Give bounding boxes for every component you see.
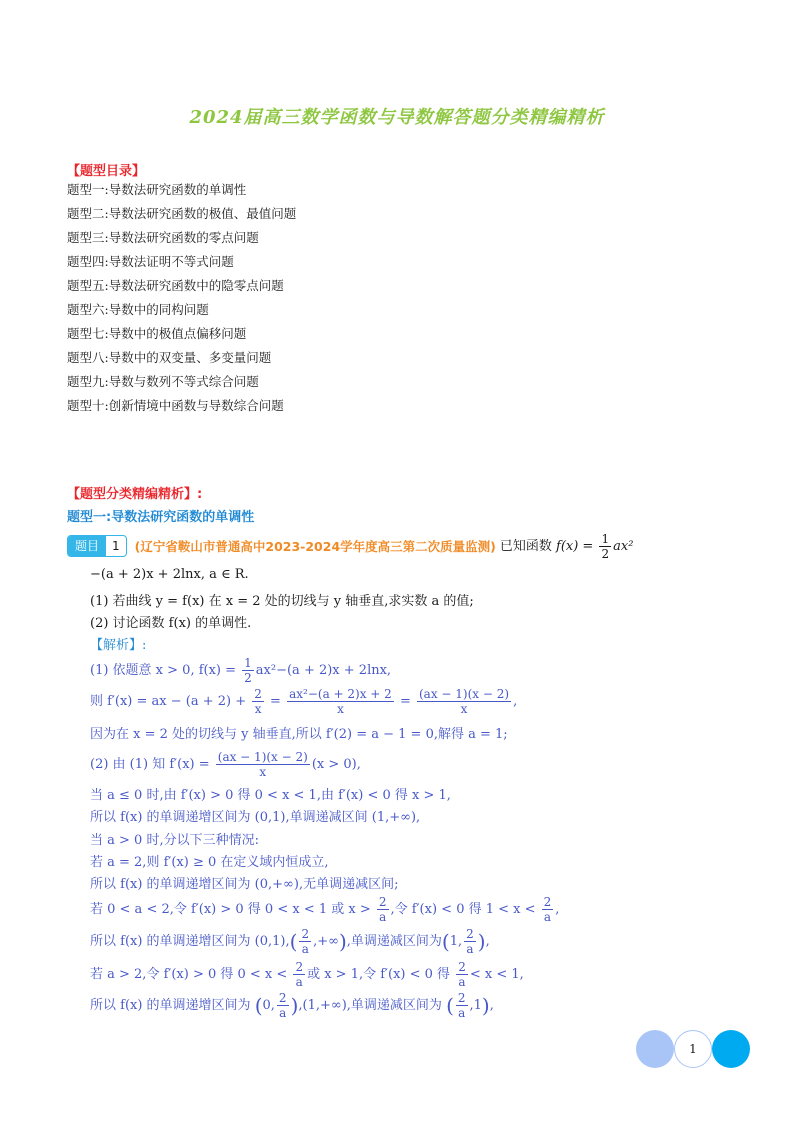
problem-header	[67, 531, 634, 561]
catalog-item: 题型八:导数中的双变量、多变量问题	[67, 350, 272, 365]
page-number: 1	[674, 1030, 712, 1068]
catalog-list	[67, 182, 296, 422]
solution-line: 若 0 < a < 2,令 f′(x) > 0 得 0 < x < 1 或 x > $\frac{2}{a}$ ,令 f′(x) < 0 得 1 < x < $\frac{2}{a}$ ,	[90, 895, 560, 924]
catalog-item: 题型一:导数法研究函数的单调性	[67, 182, 247, 197]
catalog-item: 题型五:导数法研究函数中的隐零点问题	[67, 278, 284, 293]
catalog-item: 题型三:导数法研究函数的零点问题	[67, 230, 259, 245]
subsection-heading: 题型一:导数法研究函数的单调性	[67, 510, 255, 525]
fraction: $\frac{1}{2}$	[601, 531, 610, 561]
problem-tag	[67, 535, 127, 557]
solution-line: 所以 f(x) 的单调递增区间为 (0,+∞),无单调递减区间;	[90, 877, 399, 892]
catalog-item: 题型七:导数中的极值点偏移问题	[67, 326, 247, 341]
catalog-item: 题型十:创新情境中函数与导数综合问题	[67, 398, 284, 413]
solution-line: 所以 f(x) 的单调递增区间为 (0, $\frac{2}{a}$ ),(1,+∞),单调递减区间为 ( $\frac{2}{a}$ ,1),	[90, 991, 494, 1020]
problem-stem-cont: −(a + 2)x + 2lnx, a ∈ R.	[90, 567, 249, 582]
solution-line: 若 a > 2,令 f′(x) > 0 得 0 < x < $\frac{2}{a}$ 或 x > 1,令 f′(x) < 0 得 $\frac{2}{a}$ < x < 1,	[90, 960, 524, 989]
problem-tag-number: 1	[112, 539, 120, 553]
problem-tag-label: 题目	[68, 536, 106, 556]
solution-label: 【解析】:	[90, 638, 147, 653]
catalog-item: 题型二:导数法研究函数的极值、最值问题	[67, 206, 297, 221]
catalog-item: 题型四:导数法证明不等式问题	[67, 254, 234, 269]
solution-line: (1) 依题意 x > 0, f(x) = $\frac{1}{2}$ ax²−(a + 2)x + 2lnx,	[90, 656, 392, 685]
problem-stem-start: 已知函数 f(x) = $\frac{1}{2}$ ax²	[499, 531, 634, 561]
problem-source: (辽宁省鞍山市普通高中2023-2024学年度高三第二次质量监测)	[134, 539, 496, 554]
solution-line: 因为在 x = 2 处的切线与 y 轴垂直,所以 f′(2) = a − 1 = 0,解得 a = 1;	[90, 727, 508, 742]
question-1: (1) 若曲线 y = f(x) 在 x = 2 处的切线与 y 轴垂直,求实数 a 的值;	[90, 594, 474, 609]
page-indicator	[636, 1028, 752, 1068]
solution-line: (2) 由 (1) 知 f′(x) = $\frac{(ax - 1)(x - 2)}{x}$ (x > 0),	[90, 750, 361, 779]
page-dot-left	[636, 1030, 674, 1068]
solution-line: 所以 f(x) 的单调递增区间为 (0,1),单调递减区间 (1,+∞),	[90, 810, 421, 825]
catalog-heading: 【题型目录】	[67, 164, 146, 179]
section-heading: 【题型分类精编精析】:	[67, 487, 203, 502]
solution-line: 所以 f(x) 的单调递增区间为 (0,1),( $\frac{2}{a}$ ,+∞),单调递减区间为(1, $\frac{2}{a}$ ),	[90, 927, 490, 956]
solution-line: 若 a = 2,则 f′(x) ≥ 0 在定义域内恒成立,	[90, 855, 329, 870]
page-dot-right	[712, 1030, 750, 1068]
solution-line: 当 a > 0 时,分以下三种情况:	[90, 833, 259, 848]
solution-line: 当 a ≤ 0 时,由 f′(x) > 0 得 0 < x < 1,由 f′(x) < 0 得 x > 1,	[90, 788, 451, 803]
catalog-item: 题型六:导数中的同构问题	[67, 302, 209, 317]
solution-line: 则 f′(x) = ax − (a + 2) + $\frac{2}{x}$ = $\frac{\text{ax²−(a + 2)x + 2}}{x}$ = $\frac{(ax - 1)(x - 2)}{x}$ ,	[90, 687, 518, 716]
question-2: (2) 讨论函数 f(x) 的单调性.	[90, 616, 252, 631]
document-title: 2024届高三数学函数与导数解答题分类精编精析	[189, 107, 605, 128]
catalog-item: 题型九:导数与数列不等式综合问题	[67, 374, 259, 389]
